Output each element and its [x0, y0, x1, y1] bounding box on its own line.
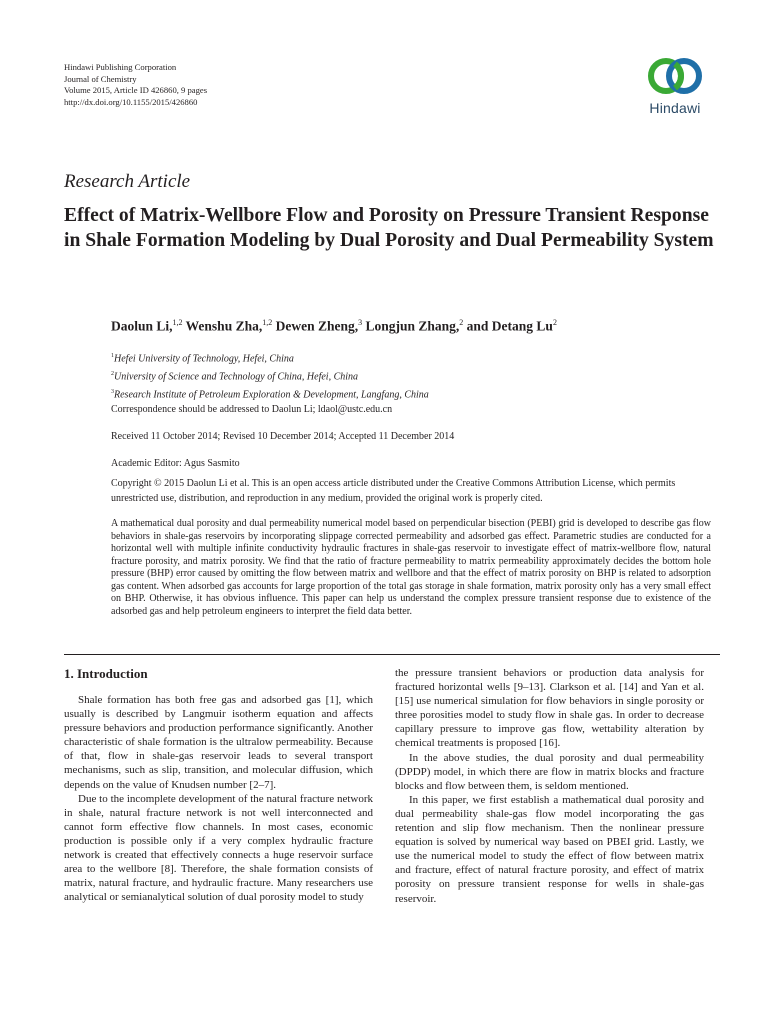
doi-link[interactable]: http://dx.doi.org/10.1155/2015/426860 [64, 96, 198, 107]
dates-line: Received 11 October 2014; Revised 10 December 2014; Accepted 11 December 2014 [111, 431, 455, 442]
volume-line: Volume 2015, Article ID 426860, 9 pages [64, 85, 208, 95]
article-title: Effect of Matrix-Wellbore Flow and Porosity on Pressure Transient Response in Shale Formation Modeling by Dual Porosity and Dual Permeability System [64, 205, 714, 251]
publisher-line: Hindawi Publishing Corporation [64, 62, 177, 72]
journal-name: Journal of Chemistry [64, 73, 137, 84]
body-paragraph: Shale formation has both free gas and adsorbed gas [1], which usually is described by Langmuir isotherm equation and affects pressure behaviors and production performance significantly. Another characteristic of shale formation is the ultralow permeability. Because of that, flow in shale-gas reservoir leads to several transport mechanisms, such as slip, transition, and molecular diffusion, which depends on the value of Knudsen number [2–7]. [64, 694, 373, 791]
author-name: Daolun Li, [111, 318, 173, 334]
affiliation-item: $^1$Hefei University of Technology, Hefei, China [111, 353, 294, 365]
author-name: Longjun Zhang, [365, 318, 460, 334]
author-name: Dewen Zheng, [275, 318, 359, 334]
body-paragraph: Due to the incomplete development of the natural fracture network in shale, natural fracture network is not well interconnected and cannot form effective flow channels. In most cases, economic production is possible only if a very complex hydraulic fracture network is created that effectively connects a huge reservoir surface area to the wellbore [8]. Therefore, the shale formation consists of matrix, natural fracture, and hydraulic fracture. Many researchers use analytical or semianalytical solution of dual porosity model to study [64, 792, 373, 904]
body-paragraph: In the above studies, the dual porosity and dual permeability (DPDP) model, in which there are flow in matrix blocks and fracture blocks and flow between them, is seldom mentioned. [395, 751, 704, 792]
author-affil-sup: 2 [552, 318, 557, 327]
author-affil-sup: 1,2 [262, 318, 273, 327]
affiliation-item: $^2$University of Science and Technology of China, Hefei, China [111, 370, 359, 383]
hindawi-logo-text: Hindawi [649, 100, 701, 116]
affiliation-list [111, 349, 429, 402]
section-heading: 1. Introduction [64, 666, 148, 681]
body-paragraph: In this paper, we first establish a mathematical dual porosity and dual permeability shale-gas flow model incorporating the gas retention and slip flow mechanism. Then the nonlinear pressure equation is solved by numerical way based on PBEI grid. Lastly, we use the numerical model to study the effect of flow between matrix and fracture, effect of natural fracture porosity, and effect of matrix porosity on pressure transient response for wells in shale-gas reservoir. [395, 793, 704, 905]
abstract-text: A mathematical dual porosity and dual permeability numerical model based on perpendicular bisection (PEBI) grid is developed to describe gas flow behaviors in shale-gas reservoirs by incorporating slippage corrected permeability and adsorbed gas effect. Parametric studies are conducted for a horizontal well with multiple infinite conductivity hydraulic fractures in shale-gas reservoir to investigate effect of matrix-wellbore flow, natural fracture porosity, and matrix porosity. We find that the ratio of fracture permeability to matrix permeability approximately decides the bottom hole pressure (BHP) error caused by omitting the flow between matrix and wellbore and that the effect of matrix porosity on BHP is related to adsorption gas content. When adsorbed gas accounts for large proportion of the total gas storage in shale formation, matrix porosity only has a very small effect on BHP. Otherwise, it has obvious influence. This paper can help us understand the complex pressure transient response due to existence of the adsorbed gas and help petroleum engineers to interpret the field data better. [111, 518, 711, 617]
journal-header [64, 62, 207, 108]
hindawi-logo-icon [645, 54, 705, 98]
article-type: Research Article [64, 171, 191, 192]
correspondence-line: Correspondence should be addressed to Daolun Li; ldaol@ustc.edu.cn [111, 404, 393, 415]
body-paragraph: the pressure transient behaviors or production data analysis for fractured horizontal wells [9–13]. Clarkson et al. [14] and Yan et al. [15] use numerical simulation for flow behaviors in single porosity or three porosities model to study flow in shale gas. In order to decrease capillary pressure to improve gas flow, wettability alteration by chemical treatments is proposed [16]. [395, 667, 704, 750]
hindawi-logo [634, 54, 716, 126]
author-affil-sup: 2 [459, 318, 464, 327]
author-affil-sup: 3 [358, 318, 363, 327]
abstract-divider [64, 654, 720, 655]
author-list [111, 318, 557, 335]
author-name: Wenshu Zha, [185, 318, 263, 334]
affiliation-item: $^3$Research Institute of Petroleum Exploration & Development, Langfang, China [111, 388, 429, 400]
author-affil-sup: 1,2 [172, 318, 183, 327]
body-column-left [64, 666, 373, 904]
author-name: and Detang Lu [466, 318, 553, 334]
body-column-right [395, 666, 704, 906]
editor-line: Academic Editor: Agus Sasmito [111, 458, 240, 469]
copyright-notice: Copyright © 2015 Daolun Li et al. This is an open access article distributed under the Creative Commons Attribution License, which permits unrestricted use, distribution, and reproduction in any medium, provided the original work is properly cited. [111, 478, 676, 504]
